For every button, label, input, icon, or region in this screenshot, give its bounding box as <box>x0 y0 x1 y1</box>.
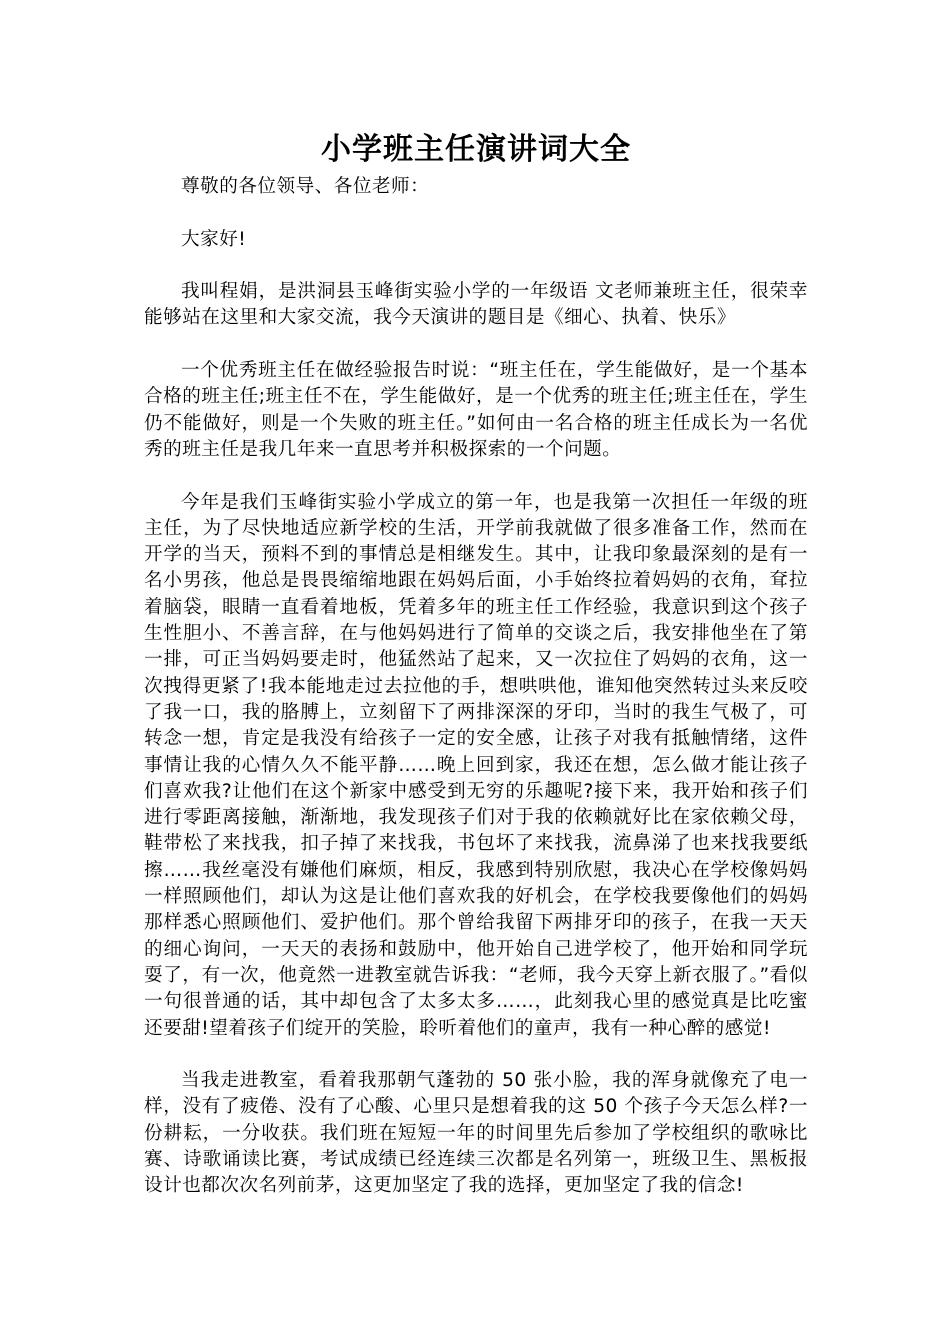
document-title: 小学班主任演讲词大全 <box>321 132 631 167</box>
paragraph-quote: 一个优秀班主任在做经验报告时说：“班主任在，学生能做好，是一个基本合格的班主任;班主任不在，学生能做好，是一个优秀的班主任;班主任在，学生仍不能做好，则是一个失败的班主任。”如何由一名合格的班主任成长为一名优秀的班主任是我几年来一直思考并积极探索的一个问题。 <box>144 360 808 460</box>
greeting: 大家好! <box>181 228 247 250</box>
salutation: 尊敬的各位领导、各位老师： <box>181 176 430 197</box>
paragraph-introduction: 我叫程娟，是洪洞县玉峰街实验小学的一年级语 文老师兼班主任，很荣幸能够站在这里和大家交流，我今天演讲的题目是《细心、执着、快乐》 <box>144 281 808 329</box>
paragraph-achievements: 当我走进教室，看着我那朝气蓬勃的 50 张小脸，我的浑身就像充了电一样，没有了疲倦、没有了心酸、心里只是想着我的这 50 个孩子今天怎么样?一份耕耘，一分收获。我们班在短短一年的时间里先后参加了学校组织的歌咏比赛、诗歌诵读比赛，考试成绩已经连续三次都是名列第一，班级卫生、黑板报设计也都次次名列前茅，这更加坚定了我的选择，更加坚定了我的信念! <box>144 1070 808 1197</box>
document-page <box>144 128 808 1226</box>
paragraph-story: 今年是我们玉峰街实验小学成立的第一年，也是我第一次担任一年级的班主任，为了尽快地适应新学校的生活，开学前我就做了很多准备工作，然而在开学的当天，预料不到的事情总是相继发生。其中，让我印象最深刻的是有一名小男孩，他总是畏畏缩缩地跟在妈妈后面，小手始终拉着妈妈的衣角，耷拉着脑袋，眼睛一直看着地板，凭着多年的班主任工作经验，我意识到这个孩子生性胆小、不善言辞，在与他妈妈进行了简单的交谈之后，我安排他坐在了第一排，可正当妈妈要走时，他猛然站了起来，又一次拉住了妈妈的衣角，这一次拽得更紧了!我本能地走过去拉他的手，想哄哄他，谁知他突然转过头来反咬了我一口，我的胳膊上，立刻留下了两排深深的牙印，当时的我生气极了，可转念一想，肯定是我没有给孩子一定的安全感，让孩子对我有抵触情绪，这件事情让我的心情久久不能平静……晚上回到家，我还在想，怎么做才能让孩子们喜欢我?让他们在这个新家中感受到无穷的乐趣呢?接下来，我开始和孩子们进行零距离接触，渐渐地，我发现孩子们对于我的依赖就好比在家依赖父母，鞋带松了来找我，扣子掉了来找我，书包坏了来找我，流鼻涕了也来找我要纸擦……我丝毫没有嫌他们麻烦，相反，我感到特别欣慰，我决心在学校像妈妈一样照顾他们，却认为这是让他们喜欢我的好机会，在学校我要像他们的妈妈那样悉心照顾他们、爱护他们。那个曾给我留下两排牙印的孩子，在我一天天的细心询问，一天天的表扬和鼓励中，他开始自己进学校了，他开始和同学玩耍了，有一次，他竟然一进教室就告诉我：“老师，我今天穿上新衣服了。”看似一句很普通的话，其中却包含了太多太多……，此刻我心里的感觉真是比吃蜜还要甜!望着孩子们绽开的笑脸，聆听着他们的童声，我有一种心醉的感觉! <box>144 491 808 1039</box>
